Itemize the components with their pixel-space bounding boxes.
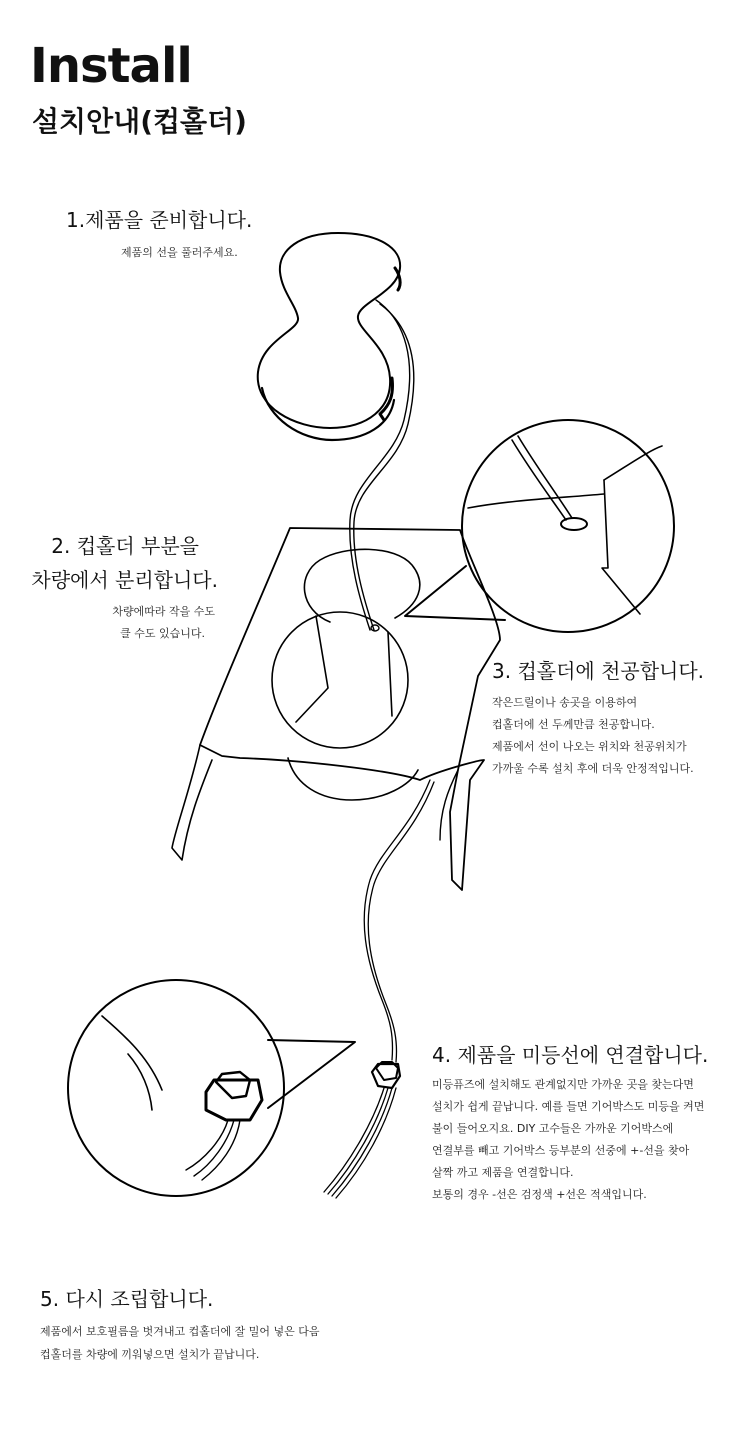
cup-holder-icon	[172, 528, 500, 890]
small-connector-icon	[324, 1062, 400, 1198]
step-3-text: 작은드릴이나 송곳을 이용하여	[492, 696, 638, 709]
step-3-text: 가까울 수록 설치 후에 더욱 안정적입니다.	[492, 762, 694, 775]
page-title: Install	[30, 38, 192, 94]
zoom-circle-icon	[405, 420, 674, 632]
wire-icon	[350, 300, 414, 630]
step-2-heading: 차량에서 분리합니다.	[31, 568, 218, 592]
lower-wire-icon	[364, 780, 434, 1062]
step-4-text: 불이 들어오지요. DIY 고수들은 가까운 기어박스에	[432, 1122, 674, 1135]
step-2-text: 클 수도 있습니다.	[120, 627, 205, 640]
step-4-text: 설치가 쉽게 끝납니다. 예를 들면 기어박스도 미등을 켜면	[432, 1100, 705, 1113]
step-3-text: 제품에서 선이 나오는 위치와 천공위치가	[492, 740, 687, 753]
step-5-text: 컵홀더를 차량에 끼워넣으면 설치가 끝납니다.	[40, 1348, 260, 1361]
step-2-text: 차량에따라 작을 수도	[112, 605, 215, 618]
step-5-heading: 5. 다시 조립합니다.	[40, 1287, 214, 1311]
product-pad-icon	[258, 233, 400, 440]
step-3-heading: 3. 컵홀더에 천공합니다.	[492, 659, 705, 683]
step-1-heading: 1.제품을 준비합니다.	[66, 208, 253, 232]
step-4-heading: 4. 제품을 미등선에 연결합니다.	[432, 1043, 709, 1067]
step-5-text: 제품에서 보호필름을 벗겨내고 컵홀더에 잘 밀어 넣은 다음	[40, 1325, 320, 1338]
page-subtitle: 설치안내(컵홀더)	[32, 105, 247, 138]
connector-zoom-icon	[68, 980, 355, 1196]
step-3-text: 컵홀더에 선 두께만큼 천공합니다.	[492, 718, 655, 731]
step-4-text: 연결부를 빼고 기어박스 등부분의 선중에 +-선을 찾아	[432, 1144, 690, 1157]
step-4-text: 살짝 까고 제품을 연결합니다.	[432, 1166, 574, 1179]
step-4-text: 미등퓨즈에 설치해도 관계없지만 가까운 곳을 찾는다면	[432, 1078, 694, 1091]
step-4-text: 보통의 경우 -선은 검정색 +선은 적색입니다.	[432, 1188, 647, 1201]
step-2-heading: 2. 컵홀더 부분을	[51, 534, 199, 558]
step-1-text: 제품의 선을 풀러주세요.	[121, 246, 238, 259]
